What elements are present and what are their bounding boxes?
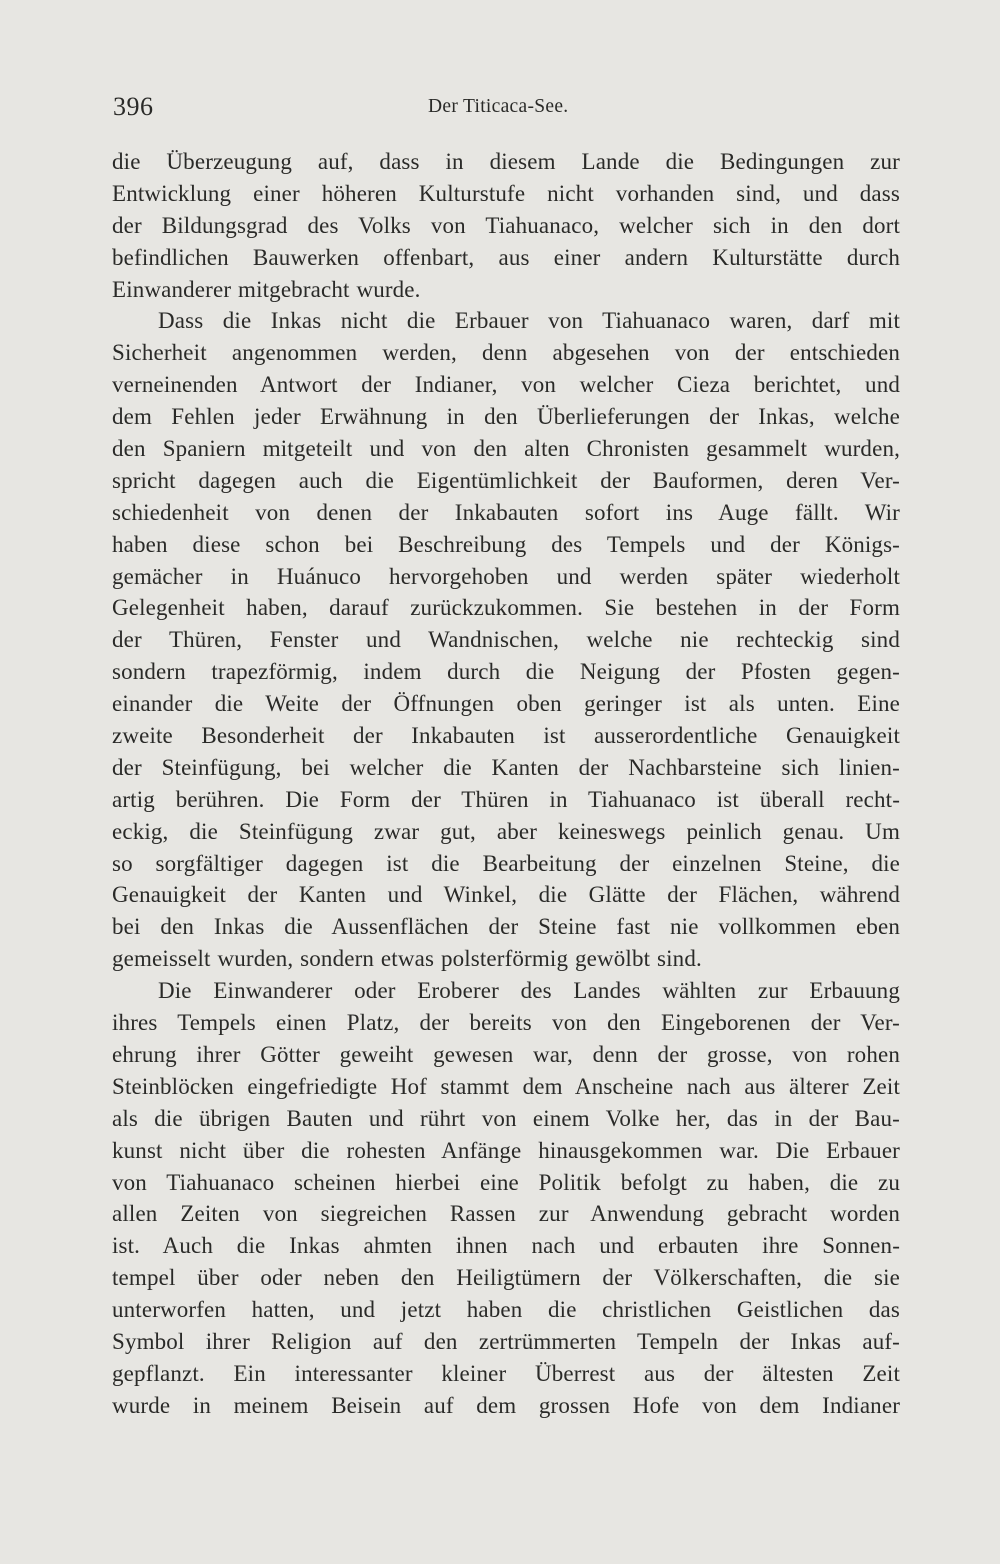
- text-line: artig berühren. Die Form der Thüren in Tiahuanaco ist überall recht-: [112, 786, 900, 812]
- page-header: [113, 92, 903, 126]
- text-line: sondern trapezförmig, indem durch die Neigung der Pfosten gegen-: [112, 659, 900, 685]
- text-line: bei den Inkas die Aussenflächen der Steine fast nie vollkommen eben: [112, 914, 900, 940]
- text-line: gemeisselt wurden, sondern etwas polsterförmig gewölbt sind.: [112, 946, 702, 972]
- text-line: verneinenden Antwort der Indianer, von welcher Cieza berichtet, und: [112, 372, 900, 398]
- text-line: einander die Weite der Öffnungen oben geringer ist als unten. Eine: [112, 691, 900, 717]
- text-line: die Überzeugung auf, dass in diesem Lande die Bedingungen zur: [112, 149, 900, 174]
- text-line: spricht dagegen auch die Eigentümlichkeit der Bauformen, deren Ver-: [112, 467, 900, 493]
- text-line: Steinblöcken eingefriedigte Hof stammt dem Anscheine nach aus älterer Zeit: [112, 1073, 900, 1099]
- text-line: gemächer in Huánuco hervorgehoben und werden später wiederholt: [112, 563, 900, 589]
- text-line: gepflanzt. Ein interessanter kleiner Überrest aus der ältesten Zeit: [112, 1360, 900, 1386]
- text-line: Sicherheit angenommen werden, denn abgesehen von der entschieden: [112, 340, 900, 366]
- text-line: befindlichen Bauwerken offenbart, aus einer andern Kulturstätte durch: [112, 244, 900, 270]
- text-line: von Tiahuanaco scheinen hierbei eine Politik befolgt zu haben, die zu: [112, 1169, 900, 1195]
- text-line: Genauigkeit der Kanten und Winkel, die Glätte der Flächen, während: [112, 882, 900, 908]
- text-line: Einwanderer mitgebracht wurde.: [112, 276, 421, 302]
- page-number: 396: [113, 92, 154, 121]
- text-line: ist. Auch die Inkas ahmten ihnen nach und erbauten ihre Sonnen-: [112, 1233, 900, 1259]
- text-line: Symbol ihrer Religion auf den zertrümmerten Tempeln der Inkas auf-: [112, 1328, 900, 1354]
- text-line: allen Zeiten von siegreichen Rassen zur Anwendung gebracht worden: [112, 1201, 900, 1227]
- text-line: so sorgfältiger dagegen ist die Bearbeitung der einzelnen Steine, die: [112, 850, 900, 876]
- text-line: ehrung ihrer Götter geweiht gewesen war, denn der grosse, von rohen: [112, 1041, 900, 1067]
- paragraph-start-line: Dass die Inkas nicht die Erbauer von Tiahuanaco waren, darf mit: [158, 308, 900, 334]
- text-line: den Spaniern mitgeteilt und von den alten Chronisten gesammelt wurden,: [112, 436, 900, 462]
- text-line: unterworfen hatten, und jetzt haben die christlichen Geistlichen das: [112, 1297, 900, 1323]
- text-line: eckig, die Steinfügung zwar gut, aber keineswegs peinlich genau. Um: [112, 818, 900, 844]
- text-line: Gelegenheit haben, darauf zurückzukommen. Sie bestehen in der Form: [112, 595, 900, 621]
- paragraph-start-line: Die Einwanderer oder Eroberer des Landes wählten zur Erbauung: [158, 978, 900, 1004]
- text-line: Entwicklung einer höheren Kulturstufe nicht vorhanden sind, und dass: [112, 180, 900, 206]
- text-line: zweite Besonderheit der Inkabauten ist ausserordentliche Genauigkeit: [112, 723, 900, 749]
- text-line: tempel über oder neben den Heiligtümern der Völkerschaften, die sie: [112, 1265, 900, 1291]
- text-line: ihres Tempels einen Platz, der bereits von den Eingeborenen der Ver-: [112, 1010, 900, 1036]
- text-line: wurde in meinem Beisein auf dem grossen Hofe von dem Indianer: [112, 1392, 900, 1418]
- text-line: der Thüren, Fenster und Wandnischen, welche nie rechteckig sind: [112, 627, 900, 653]
- body-text: [112, 146, 900, 1422]
- running-title: Der Titicaca-See.: [428, 96, 569, 117]
- text-line: schiedenheit von denen der Inkabauten sofort ins Auge fällt. Wir: [112, 499, 900, 525]
- text-line: dem Fehlen jeder Erwähnung in den Überlieferungen der Inkas, welche: [112, 404, 900, 430]
- text-line: als die übrigen Bauten und rührt von einem Volke her, das in der Bau-: [112, 1105, 900, 1131]
- text-line: der Steinfügung, bei welcher die Kanten der Nachbarsteine sich linien-: [112, 754, 900, 780]
- text-line: haben diese schon bei Beschreibung des Tempels und der Königs-: [112, 531, 900, 557]
- text-line: kunst nicht über die rohesten Anfänge hinausgekommen war. Die Erbauer: [112, 1137, 900, 1163]
- text-line: der Bildungsgrad des Volks von Tiahuanaco, welcher sich in den dort: [112, 212, 900, 238]
